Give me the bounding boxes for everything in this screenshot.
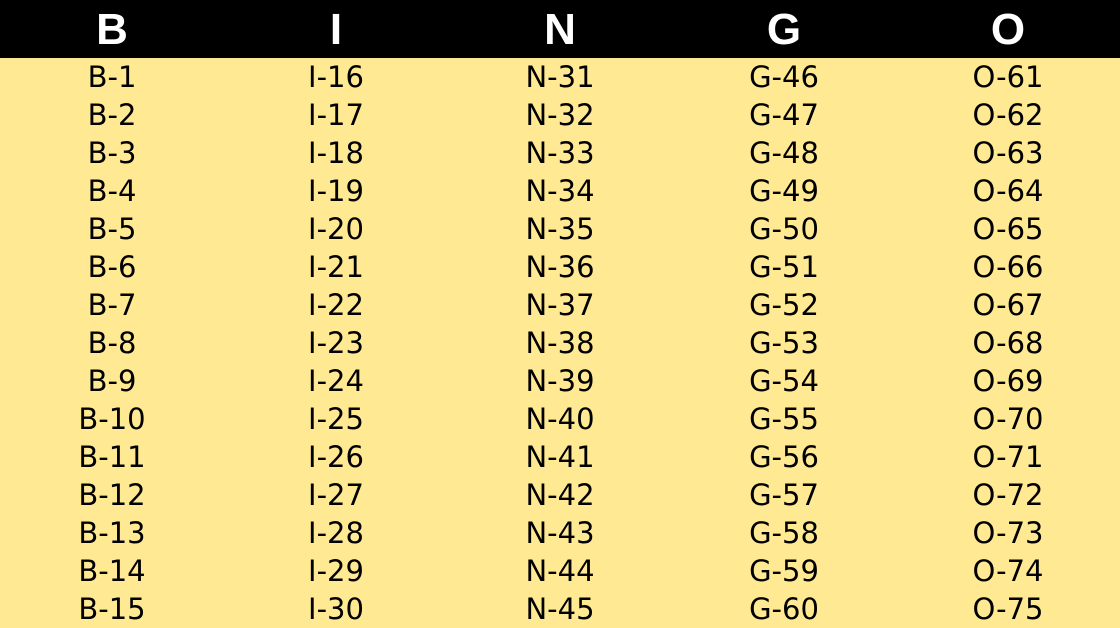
table-cell: B-12 — [78, 477, 146, 512]
table-cell: B-13 — [78, 515, 146, 550]
table-row — [0, 248, 1120, 286]
table-cell: O-73 — [972, 515, 1044, 550]
table-cell: G-57 — [749, 477, 819, 512]
table-cell: N-42 — [525, 477, 595, 512]
table-cell: G-55 — [749, 401, 819, 436]
table-cell: G-60 — [749, 591, 819, 626]
table-cell: I-28 — [308, 515, 364, 550]
table-cell: I-29 — [308, 553, 364, 588]
table-cell: B-8 — [87, 325, 137, 360]
table-cell: O-70 — [972, 401, 1044, 436]
table-cell: N-43 — [525, 515, 595, 550]
table-cell: O-66 — [972, 249, 1044, 284]
table-cell: I-21 — [308, 249, 364, 284]
table-cell: B-15 — [78, 591, 146, 626]
table-cell: I-25 — [308, 401, 364, 436]
table-cell: I-22 — [308, 287, 364, 322]
table-row — [0, 552, 1120, 590]
table-cell: G-56 — [749, 439, 819, 474]
table-row — [0, 96, 1120, 134]
table-cell: N-36 — [525, 249, 595, 284]
table-cell: O-62 — [972, 97, 1044, 132]
table-row — [0, 324, 1120, 362]
table-cell: B-1 — [87, 59, 137, 94]
table-row — [0, 476, 1120, 514]
column-header-n: N — [544, 5, 576, 54]
table-cell: B-6 — [87, 249, 137, 284]
table-cell: N-33 — [525, 135, 595, 170]
table-cell: B-7 — [87, 287, 137, 322]
table-cell: N-39 — [525, 363, 595, 398]
table-cell: I-16 — [308, 59, 364, 94]
table-cell: B-5 — [87, 211, 137, 246]
table-row — [0, 210, 1120, 248]
table-cell: N-31 — [525, 59, 595, 94]
table-cell: N-44 — [525, 553, 595, 588]
column-header-g: G — [766, 5, 802, 54]
table-cell: O-74 — [972, 553, 1044, 588]
table-cell: B-2 — [87, 97, 137, 132]
table-cell: B-11 — [78, 439, 146, 474]
table-cell: I-24 — [308, 363, 364, 398]
table-cell: I-30 — [308, 591, 364, 626]
table-cell: B-9 — [87, 363, 137, 398]
table-cell: G-51 — [749, 249, 819, 284]
table-cell: O-63 — [972, 135, 1044, 170]
table-cell: G-48 — [749, 135, 819, 170]
table-cell: I-26 — [308, 439, 364, 474]
table-row — [0, 58, 1120, 96]
table-cell: G-50 — [749, 211, 819, 246]
table-cell: O-65 — [972, 211, 1044, 246]
table-cell: O-69 — [972, 363, 1044, 398]
table-row — [0, 134, 1120, 172]
table-cell: I-18 — [308, 135, 364, 170]
table-cell: B-10 — [78, 401, 146, 436]
table-cell: N-38 — [525, 325, 595, 360]
table-cell: I-19 — [308, 173, 364, 208]
table-row — [0, 362, 1120, 400]
table-row — [0, 438, 1120, 476]
table-cell: B-14 — [78, 553, 146, 588]
table-cell: B-4 — [87, 173, 137, 208]
table-body — [0, 58, 1120, 628]
table-cell: N-41 — [525, 439, 595, 474]
table-cell: N-35 — [525, 211, 595, 246]
table-row — [0, 286, 1120, 324]
column-header-b: B — [96, 5, 128, 54]
table-row — [0, 172, 1120, 210]
table-cell: G-47 — [749, 97, 819, 132]
table-cell: O-61 — [972, 59, 1044, 94]
column-header-i: I — [329, 5, 343, 54]
table-cell: O-75 — [972, 591, 1044, 626]
table-cell: O-71 — [972, 439, 1044, 474]
table-cell: N-40 — [525, 401, 595, 436]
table-cell: B-3 — [87, 135, 137, 170]
table-cell: I-20 — [308, 211, 364, 246]
table-cell: G-49 — [749, 173, 819, 208]
table-cell: O-72 — [972, 477, 1044, 512]
table-row — [0, 514, 1120, 552]
table-cell: G-46 — [749, 59, 819, 94]
column-header-o: O — [990, 5, 1026, 54]
table-cell: I-27 — [308, 477, 364, 512]
table-cell: I-17 — [308, 97, 364, 132]
table-cell: G-54 — [749, 363, 819, 398]
table-cell: O-64 — [972, 173, 1044, 208]
table-cell: G-58 — [749, 515, 819, 550]
table-cell: N-32 — [525, 97, 595, 132]
table-cell: O-67 — [972, 287, 1044, 322]
table-row — [0, 400, 1120, 438]
table-row — [0, 590, 1120, 628]
table-cell: N-37 — [525, 287, 595, 322]
table-cell: I-23 — [308, 325, 364, 360]
table-cell: G-59 — [749, 553, 819, 588]
table-cell: O-68 — [972, 325, 1044, 360]
table-cell: G-52 — [749, 287, 819, 322]
header-row — [0, 0, 1120, 58]
table-cell: G-53 — [749, 325, 819, 360]
table-cell: N-45 — [525, 591, 595, 626]
table-cell: N-34 — [525, 173, 595, 208]
